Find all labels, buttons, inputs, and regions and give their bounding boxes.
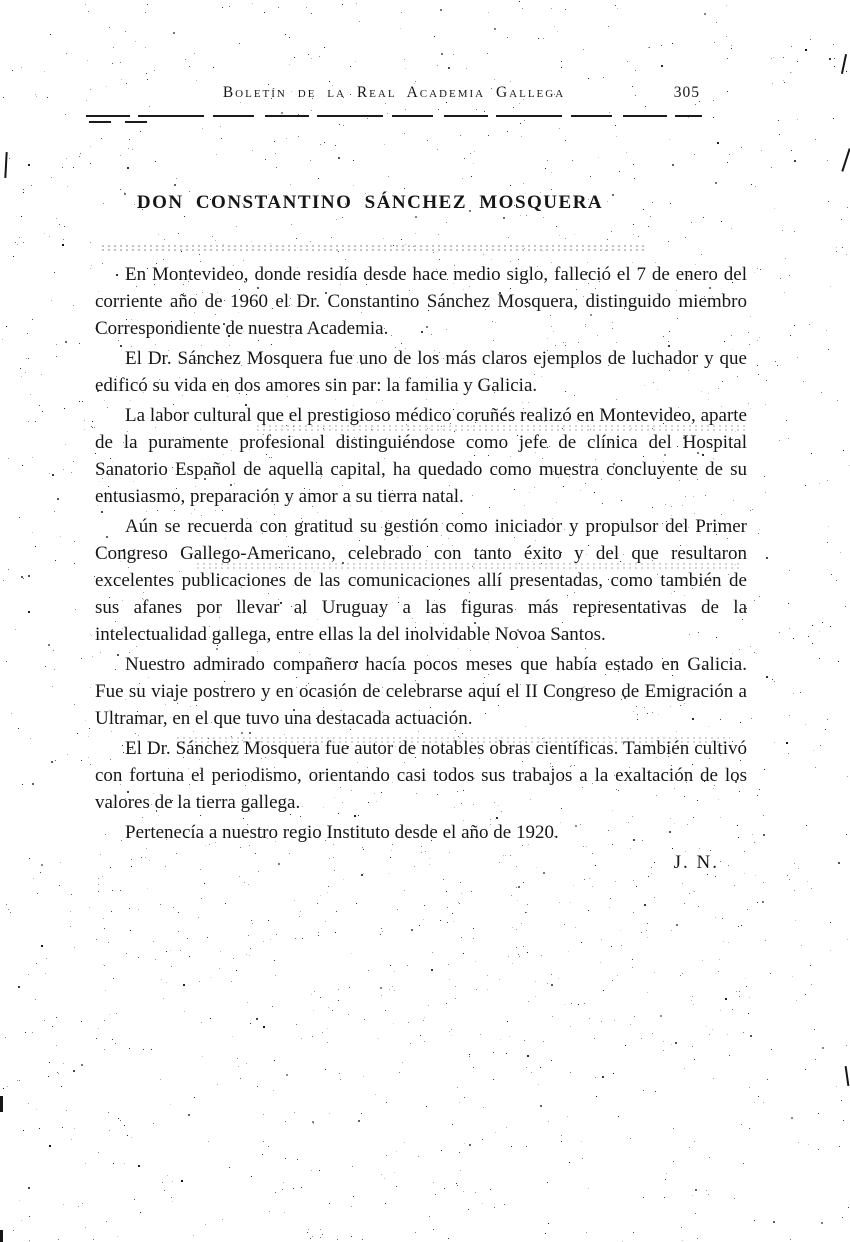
scan-artifact <box>841 148 850 171</box>
scan-artifact <box>841 54 847 74</box>
author-initials: J. N. <box>673 852 719 873</box>
scan-haze <box>175 736 730 745</box>
header-rule-fragment <box>89 121 153 123</box>
page-number: 305 <box>673 84 700 101</box>
article-paragraph: El Dr. Sánchez Mosquera fue autor de notables obras científicas. También cultivó con fortuna el periodismo, orientando casi todos sus trabajos a la exaltación de los valores de la tierra gallega. <box>95 738 747 813</box>
article-paragraph: En Montevideo, donde residía desde hace medio siglo, falleció el 7 de enero del corriente año de 1960 el Dr. Constantino Sánchez Mosquera, distinguido miembro Correspondiente de nuestra Academia. <box>95 264 747 339</box>
journal-title: Boletín de la Real Academia Gallega <box>222 84 566 101</box>
article-paragraph: El Dr. Sánchez Mosquera fue uno de los más claros ejemplos de luchador y que edificó su vida en dos amores sin par: la familia y Galicia. <box>95 348 747 396</box>
page-header <box>88 84 700 108</box>
article-title: DON CONSTANTINO SÁNCHEZ MOSQUERA <box>136 192 604 213</box>
header-rule <box>86 115 702 117</box>
scan-haze <box>195 562 743 571</box>
scan-artifact <box>845 1066 850 1086</box>
scan-noise-layer <box>0 0 2 2</box>
scan-artifact <box>0 1230 3 1242</box>
scan-artifact <box>0 1096 3 1112</box>
article-paragraph: La labor cultural que el prestigioso médico coruñés realizó en Montevideo, aparte de la puramente profesional distinguiéndose como jefe de clínica del Hospital Sanatorio Español de aquella capital, ha quedado como muestra concluyente de su entusiasmo, preparación y amor a su tierra natal. <box>95 405 747 507</box>
article-paragraph: Nuestro admirado compañero hacía pocos meses que había estado en Galicia. Fue su viaje postrero y en ocasión de celebrarse aquí el II Congreso de Emigración a Ultramar, en el que tuvo una destacada actuación. <box>95 654 747 729</box>
scan-haze <box>100 244 645 253</box>
scan-artifact <box>4 152 7 178</box>
article-paragraph: Pertenecía a nuestro regio Instituto desde el año de 1920. <box>125 822 559 843</box>
article-paragraph: Aún se recuerda con gratitud su gestión como iniciador y propulsor del Primer Congreso Gallego-Americano, celebrado con tanto éxito y del que resultaron excelentes publicaciones de las comunicaciones allí presentadas, como también de sus afanes por llevar al Uruguay a las figuras más representativas de la intelectualidad gallega, entre ellas la del inolvidable Novoa Santos. <box>95 516 747 645</box>
scan-noise-layer <box>0 0 1 1</box>
scan-haze <box>255 424 745 433</box>
